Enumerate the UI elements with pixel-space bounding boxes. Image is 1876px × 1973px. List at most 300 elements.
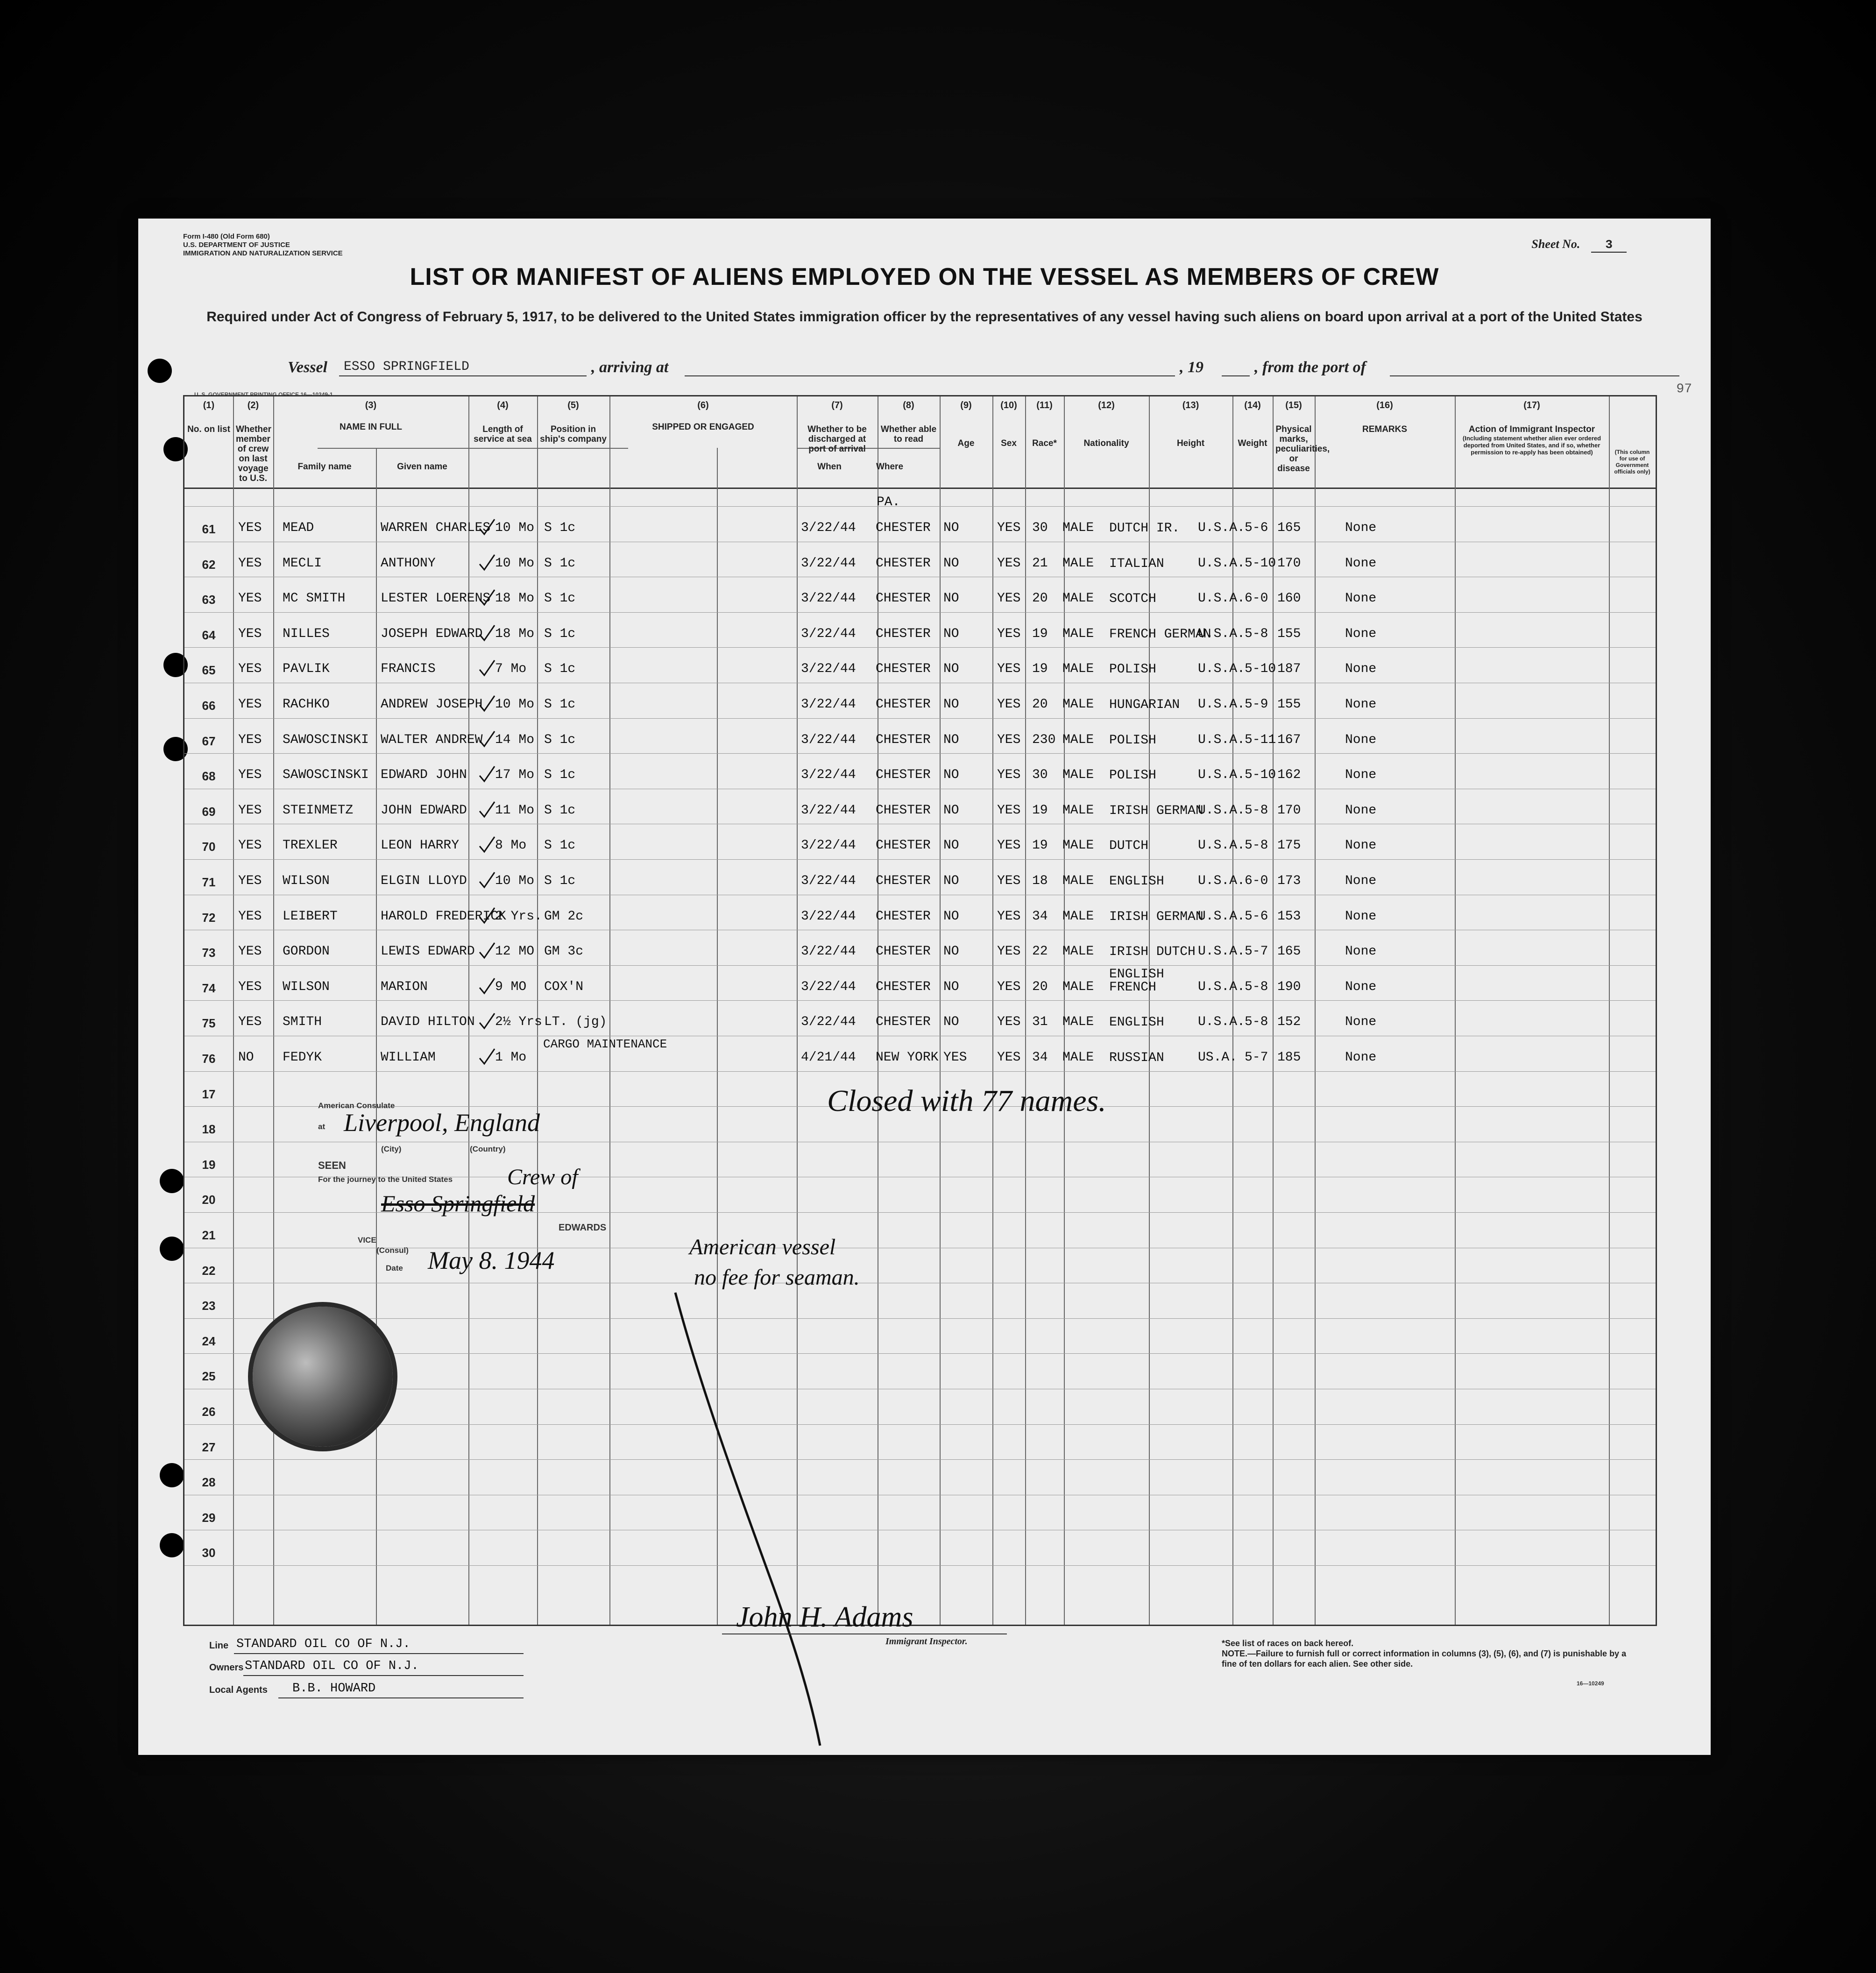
cell-height: 5-7 bbox=[1245, 944, 1268, 959]
cell-marks: None bbox=[1345, 980, 1377, 994]
from-port-underline bbox=[1390, 375, 1679, 376]
checkmark-icon bbox=[478, 942, 496, 961]
column-number: (14) bbox=[1244, 400, 1261, 410]
cell-service: 12 MO bbox=[495, 944, 535, 959]
sheet-label: Sheet No. bbox=[1531, 237, 1580, 251]
cell-race: IRISH DUTCH bbox=[1109, 945, 1196, 959]
cell-prev: YES bbox=[238, 733, 262, 747]
cell-when: 3/22/44 bbox=[801, 556, 856, 571]
cell-marks: None bbox=[1345, 521, 1377, 535]
owners-label: Owners bbox=[209, 1662, 244, 1673]
cell-given: ANTHONY bbox=[381, 556, 436, 571]
punch-hole bbox=[160, 1169, 184, 1193]
remarks-note: (Including statement whether alien ever ordered deported from United States, and if so, whether permission to re-apply has been obtained) bbox=[1462, 435, 1601, 456]
cell-marks: None bbox=[1345, 697, 1377, 712]
row-number: 26 bbox=[202, 1405, 216, 1419]
cell-race: RUSSIAN bbox=[1109, 1051, 1164, 1065]
consulate-label: American Consulate bbox=[318, 1101, 395, 1110]
cell-weight: 162 bbox=[1277, 768, 1301, 782]
cell-given: HAROLD FREDERICK bbox=[381, 909, 506, 924]
cell-race: FRENCH GERMAN bbox=[1109, 627, 1211, 642]
column-number: (11) bbox=[1036, 400, 1053, 410]
column-number: (10) bbox=[1000, 400, 1017, 410]
cell-age: 230 bbox=[1032, 733, 1056, 747]
sheet-number bbox=[1531, 237, 1627, 252]
cell-discharged: NO bbox=[943, 733, 959, 747]
year-underline bbox=[1222, 375, 1250, 376]
column-title: Weight bbox=[1238, 438, 1267, 448]
cell-position: S 1c bbox=[544, 591, 576, 606]
cell-prev: YES bbox=[238, 874, 262, 888]
cell-race: POLISH bbox=[1109, 733, 1156, 748]
cell-when: 3/22/44 bbox=[801, 733, 856, 747]
cell-position: CARGO MAINTENANCE bbox=[543, 1037, 667, 1051]
column-rule bbox=[537, 396, 538, 1625]
vessel-underline bbox=[339, 375, 587, 376]
cell-age: 31 bbox=[1032, 1015, 1048, 1029]
cell-weight: 153 bbox=[1277, 909, 1301, 924]
row-number: 29 bbox=[202, 1511, 216, 1525]
column-title: Height bbox=[1176, 438, 1205, 448]
cell-prev: YES bbox=[238, 803, 262, 818]
column-rule bbox=[1315, 396, 1316, 1625]
cell-marks: None bbox=[1345, 768, 1377, 782]
cell-prev: NO bbox=[238, 1050, 254, 1065]
vessel-handwriting: Esso Springfield bbox=[381, 1190, 535, 1216]
checkmark-icon bbox=[478, 589, 496, 608]
cell-family: SMITH bbox=[283, 1015, 322, 1029]
cell-when: 3/22/44 bbox=[801, 697, 856, 712]
printing-office-code: U. S. GOVERNMENT PRINTING OFFICE 16—10249-1 bbox=[194, 391, 333, 398]
cell-service: 14 Mo bbox=[495, 733, 535, 747]
row-number: 70 bbox=[202, 840, 216, 854]
cell-nationality: U.S.A. bbox=[1198, 803, 1245, 818]
cell-family: MC SMITH bbox=[283, 591, 346, 606]
cell-race: POLISH bbox=[1109, 768, 1156, 783]
row-rule bbox=[184, 965, 1656, 966]
row-number: 68 bbox=[202, 769, 216, 783]
cell-position: S 1c bbox=[544, 803, 576, 818]
cell-where: CHESTER bbox=[876, 733, 931, 747]
cell-when: 3/22/44 bbox=[801, 662, 856, 676]
agents-underline bbox=[278, 1697, 524, 1698]
cell-given: ANDREW JOSEPH bbox=[381, 697, 483, 712]
cell-family: WILSON bbox=[283, 874, 330, 888]
row-number: 66 bbox=[202, 699, 216, 713]
cell-given: ELGIN LLOYD bbox=[381, 874, 467, 888]
place-header: PA. bbox=[877, 495, 900, 509]
cell-height: 5-11 bbox=[1245, 733, 1276, 747]
line-underline bbox=[234, 1653, 524, 1654]
cell-read: YES bbox=[997, 874, 1021, 888]
cell-family: NILLES bbox=[283, 627, 330, 641]
cell-position: S 1c bbox=[544, 697, 576, 712]
column-title: NAME IN FULL bbox=[339, 422, 403, 432]
cell-age: 21 bbox=[1032, 556, 1048, 571]
cell-race: IRISH GERMAN bbox=[1109, 910, 1203, 924]
cell-age: 19 bbox=[1032, 627, 1048, 641]
cell-prev: YES bbox=[238, 521, 262, 535]
row-rule bbox=[184, 718, 1656, 719]
cell-family: GORDON bbox=[283, 944, 330, 959]
cell-given: MARION bbox=[381, 980, 428, 994]
owners-underline bbox=[243, 1675, 524, 1676]
cell-height: 5-9 bbox=[1245, 697, 1268, 712]
family-name-subheader: Family name bbox=[297, 462, 352, 472]
cell-service: 8 Mo bbox=[495, 838, 527, 853]
column-number: (6) bbox=[697, 400, 709, 410]
corner-note: 97 bbox=[1676, 382, 1692, 396]
row-number: 30 bbox=[202, 1546, 216, 1560]
crew-of-handwriting: Crew of bbox=[507, 1165, 578, 1189]
vice-label: VICE bbox=[358, 1236, 376, 1245]
name-header-rule bbox=[318, 448, 628, 449]
row-number: 27 bbox=[202, 1440, 216, 1454]
column-title: Whether able to read bbox=[880, 424, 937, 444]
where-subheader: Where bbox=[876, 462, 904, 472]
column-number: (16) bbox=[1376, 400, 1393, 410]
cell-read: YES bbox=[997, 768, 1021, 782]
checkmark-icon bbox=[478, 1048, 496, 1067]
cell-prev: YES bbox=[238, 768, 262, 782]
cell-prev: YES bbox=[238, 909, 262, 924]
cell-where: CHESTER bbox=[876, 627, 931, 641]
cell-read: YES bbox=[997, 944, 1021, 959]
cell-prev: YES bbox=[238, 980, 262, 994]
cell-position: LT. (jg) bbox=[544, 1015, 607, 1029]
cell-weight: 165 bbox=[1277, 521, 1301, 535]
column-title: Age bbox=[957, 438, 975, 448]
cell-nationality: US.A. bbox=[1198, 1050, 1238, 1065]
cell-where: CHESTER bbox=[876, 803, 931, 818]
column-title: No. on list bbox=[187, 424, 230, 434]
cell-when: 3/22/44 bbox=[801, 838, 856, 853]
cell-read: YES bbox=[997, 591, 1021, 606]
cell-position: S 1c bbox=[544, 521, 576, 535]
page-title: LIST OR MANIFEST OF ALIENS EMPLOYED ON THE VESSEL AS MEMBERS OF CREW bbox=[410, 263, 1439, 290]
agents-label: Local Agents bbox=[209, 1685, 268, 1695]
cell-discharged: NO bbox=[943, 803, 959, 818]
from-port-label: , from the port of bbox=[1254, 359, 1366, 376]
cell-position: S 1c bbox=[544, 768, 576, 782]
cell-service: 11 Mo bbox=[495, 803, 535, 818]
cell-where: CHESTER bbox=[876, 768, 931, 782]
column-title: Length of service at sea bbox=[474, 424, 532, 444]
cell-service: 7 Mo bbox=[495, 662, 527, 676]
cell-where: CHESTER bbox=[876, 838, 931, 853]
crew-manifest-table bbox=[183, 395, 1657, 1626]
cell-family: LEIBERT bbox=[283, 909, 338, 924]
cell-nationality: U.S.A. bbox=[1198, 521, 1245, 535]
cell-height: 5-10 bbox=[1245, 662, 1276, 676]
cell-family: MEAD bbox=[283, 521, 314, 535]
row-rule bbox=[184, 1071, 1656, 1072]
cell-height: 5-6 bbox=[1245, 909, 1268, 924]
cell-sex: MALE bbox=[1062, 521, 1094, 535]
column-number: (9) bbox=[960, 400, 972, 410]
row-number: 63 bbox=[202, 593, 216, 607]
row-number: 76 bbox=[202, 1052, 216, 1066]
inspector-signature: John H. Adams bbox=[736, 1601, 913, 1633]
cell-weight: 190 bbox=[1277, 980, 1301, 994]
cell-discharged: NO bbox=[943, 662, 959, 676]
column-rule bbox=[273, 396, 274, 1625]
cell-nationality: U.S.A. bbox=[1198, 874, 1245, 888]
column-title: Whether to be discharged at port of arrival bbox=[807, 424, 867, 454]
cell-prev: YES bbox=[238, 627, 262, 641]
column-number: (5) bbox=[567, 400, 579, 410]
seen-label: SEEN bbox=[318, 1160, 346, 1171]
cell-nationality: U.S.A. bbox=[1198, 1015, 1245, 1029]
row-rule bbox=[184, 1424, 1656, 1425]
cell-nationality: U.S.A. bbox=[1198, 591, 1245, 606]
cell-age: 20 bbox=[1032, 697, 1048, 712]
cell-read: YES bbox=[997, 627, 1021, 641]
column-rule bbox=[1609, 396, 1610, 1625]
row-rule bbox=[184, 859, 1656, 860]
cell-sex: MALE bbox=[1062, 838, 1094, 853]
cell-given: LEWIS EDWARD bbox=[381, 944, 475, 959]
cell-service: 17 Mo bbox=[495, 768, 535, 782]
column-title: Whether member of crew on last voyage to U.S. bbox=[236, 424, 271, 483]
cell-where: NEW YORK bbox=[876, 1050, 939, 1065]
cell-race: ENGLISH bbox=[1109, 874, 1164, 889]
row-rule bbox=[184, 1353, 1656, 1354]
cell-marks: None bbox=[1345, 944, 1377, 959]
cell-marks: None bbox=[1345, 874, 1377, 888]
cell-weight: 165 bbox=[1277, 944, 1301, 959]
cell-when: 3/22/44 bbox=[801, 803, 856, 818]
row-number: 61 bbox=[202, 522, 216, 536]
cell-position: GM 3c bbox=[544, 944, 584, 959]
cell-read: YES bbox=[997, 803, 1021, 818]
when-subheader: When bbox=[817, 462, 842, 472]
arriving-underline bbox=[685, 375, 1175, 376]
footnotes bbox=[1222, 1638, 1642, 1669]
column-title: SHIPPED OR ENGAGED bbox=[652, 422, 754, 432]
vessel-line bbox=[288, 359, 1679, 377]
cell-where: CHESTER bbox=[876, 591, 931, 606]
consulate-at-label: at bbox=[318, 1122, 326, 1131]
cell-race: ENGLISH bbox=[1109, 1015, 1164, 1030]
cell-nationality: U.S.A. bbox=[1198, 627, 1245, 641]
row-number: 73 bbox=[202, 946, 216, 960]
checkmark-icon bbox=[478, 801, 496, 820]
journey-label: For the journey to the United States bbox=[318, 1175, 453, 1184]
cell-given: DAVID HILTON bbox=[381, 1015, 475, 1029]
punch-hole bbox=[160, 1463, 184, 1487]
row-rule bbox=[184, 1000, 1656, 1001]
cell-marks: None bbox=[1345, 909, 1377, 924]
cell-weight: 155 bbox=[1277, 697, 1301, 712]
closed-annotation: Closed with 77 names. bbox=[827, 1084, 1106, 1118]
row-number: 72 bbox=[202, 911, 216, 925]
cell-race: SCOTCH bbox=[1109, 592, 1156, 606]
cell-sex: MALE bbox=[1062, 1015, 1094, 1029]
cell-sex: MALE bbox=[1062, 874, 1094, 888]
cell-when: 3/22/44 bbox=[801, 874, 856, 888]
cell-discharged: NO bbox=[943, 944, 959, 959]
cell-weight: 155 bbox=[1277, 627, 1301, 641]
cell-sex: MALE bbox=[1062, 662, 1094, 676]
cell-given: FRANCIS bbox=[381, 662, 436, 676]
cell-when: 3/22/44 bbox=[801, 768, 856, 782]
row-number: 64 bbox=[202, 628, 216, 642]
cell-weight: 160 bbox=[1277, 591, 1301, 606]
row-number: 21 bbox=[202, 1228, 216, 1242]
cell-discharged: NO bbox=[943, 521, 959, 535]
cell-age: 22 bbox=[1032, 944, 1048, 959]
cell-given: JOHN EDWARD bbox=[381, 803, 467, 818]
cell-position: S 1c bbox=[544, 733, 576, 747]
checkmark-icon bbox=[478, 730, 496, 749]
cell-race: POLISH bbox=[1109, 662, 1156, 677]
service-name: IMMIGRATION AND NATURALIZATION SERVICE bbox=[183, 249, 343, 257]
cell-prev: YES bbox=[238, 556, 262, 571]
cell-prev: YES bbox=[238, 838, 262, 853]
cell-when: 3/22/44 bbox=[801, 909, 856, 924]
inspector-label: Immigrant Inspector. bbox=[885, 1636, 968, 1647]
punch-hole bbox=[160, 1237, 184, 1261]
row-number: 18 bbox=[202, 1122, 216, 1136]
row-number: 75 bbox=[202, 1016, 216, 1030]
cell-discharged: NO bbox=[943, 768, 959, 782]
cell-age: 20 bbox=[1032, 980, 1048, 994]
cell-nationality: U.S.A. bbox=[1198, 662, 1245, 676]
cell-discharged: NO bbox=[943, 909, 959, 924]
cell-discharged: NO bbox=[943, 1015, 959, 1029]
cell-height: 5-8 bbox=[1245, 980, 1268, 994]
cell-height: 5-7 bbox=[1245, 1050, 1268, 1065]
column-number: (8) bbox=[903, 400, 914, 410]
cell-service: 10 Mo bbox=[495, 874, 535, 888]
consul-name: EDWARDS bbox=[559, 1223, 607, 1233]
cell-height: 5-8 bbox=[1245, 838, 1268, 853]
row-number: 24 bbox=[202, 1334, 216, 1348]
cell-nationality: U.S.A. bbox=[1198, 697, 1245, 712]
cell-position: GM 2c bbox=[544, 909, 584, 924]
cell-nationality: U.S.A. bbox=[1198, 556, 1245, 571]
cell-sex: MALE bbox=[1062, 980, 1094, 994]
cell-position: COX'N bbox=[544, 980, 584, 994]
row-number: 20 bbox=[202, 1193, 216, 1207]
cell-age: 19 bbox=[1032, 662, 1048, 676]
cell-given: LESTER LOERENS bbox=[381, 591, 491, 606]
column-number: (17) bbox=[1523, 400, 1540, 410]
column-rule bbox=[1455, 396, 1456, 1625]
cell-service: 10 Mo bbox=[495, 556, 535, 571]
country-label: (Country) bbox=[470, 1145, 506, 1153]
cell-age: 34 bbox=[1032, 1050, 1048, 1065]
cell-weight: 167 bbox=[1277, 733, 1301, 747]
cell-family: MECLI bbox=[283, 556, 322, 571]
cell-age: 20 bbox=[1032, 591, 1048, 606]
checkmark-icon bbox=[478, 907, 496, 926]
cell-marks: None bbox=[1345, 627, 1377, 641]
cell-weight: 185 bbox=[1277, 1050, 1301, 1065]
date-label: Date bbox=[386, 1264, 403, 1273]
cell-race: IRISH GERMAN bbox=[1109, 804, 1203, 818]
cell-position: S 1c bbox=[544, 662, 576, 676]
line-value: STANDARD OIL CO OF N.J. bbox=[236, 1637, 411, 1651]
cell-nationality: U.S.A. bbox=[1198, 733, 1245, 747]
cell-height: 5-8 bbox=[1245, 627, 1268, 641]
checkmark-icon bbox=[478, 1012, 496, 1031]
header-divider bbox=[184, 488, 1656, 489]
no-fee-note: no fee for seaman. bbox=[694, 1265, 860, 1290]
row-rule bbox=[184, 506, 1656, 507]
cell-where: CHESTER bbox=[876, 662, 931, 676]
department-name: U.S. DEPARTMENT OF JUSTICE bbox=[183, 241, 290, 249]
checkmark-icon bbox=[478, 659, 496, 678]
cell-sex: MALE bbox=[1062, 944, 1094, 959]
agents-value: B.B. HOWARD bbox=[292, 1682, 376, 1696]
consul-date: May 8. 1944 bbox=[428, 1246, 555, 1274]
action-note: (This column for use of Government officials only) bbox=[1614, 449, 1650, 475]
cell-given: EDWARD JOHN bbox=[381, 768, 467, 782]
checkmark-icon bbox=[478, 695, 496, 714]
column-rule bbox=[940, 396, 941, 1625]
cell-position: S 1c bbox=[544, 874, 576, 888]
row-number: 22 bbox=[202, 1264, 216, 1278]
cell-weight: 187 bbox=[1277, 662, 1301, 676]
cell-position: S 1c bbox=[544, 627, 576, 641]
cell-height: 5-8 bbox=[1245, 1015, 1268, 1029]
row-rule bbox=[184, 1459, 1656, 1460]
column-number: (15) bbox=[1285, 400, 1302, 410]
cell-race: DUTCH bbox=[1109, 839, 1149, 853]
column-rule bbox=[1064, 396, 1065, 1625]
cell-where: CHESTER bbox=[876, 521, 931, 535]
row-number: 65 bbox=[202, 663, 216, 677]
cell-where: CHESTER bbox=[876, 944, 931, 959]
cell-weight: 152 bbox=[1277, 1015, 1301, 1029]
cell-given: WARREN CHARLES bbox=[381, 521, 491, 535]
cell-height: 5-8 bbox=[1245, 803, 1268, 818]
cell-service: 10 Mo bbox=[495, 521, 535, 535]
cell-height: 5-10 bbox=[1245, 768, 1276, 782]
cell-family: PAVLIK bbox=[283, 662, 330, 676]
cell-service: 2 Yrs. bbox=[495, 909, 542, 924]
cell-sex: MALE bbox=[1062, 627, 1094, 641]
cell-when: 4/21/44 bbox=[801, 1050, 856, 1065]
vessel-name: ESSO SPRINGFIELD bbox=[344, 360, 469, 374]
column-rule bbox=[1025, 396, 1026, 1625]
form-code: 16—10249 bbox=[1577, 1680, 1604, 1687]
cell-weight: 173 bbox=[1277, 874, 1301, 888]
owners-value: STANDARD OIL CO OF N.J. bbox=[245, 1659, 419, 1673]
cell-read: YES bbox=[997, 909, 1021, 924]
cell-marks: None bbox=[1345, 591, 1377, 606]
column-number: (13) bbox=[1182, 400, 1199, 410]
consul-label: (Consul) bbox=[376, 1246, 409, 1255]
cell-sex: MALE bbox=[1062, 909, 1094, 924]
cell-family: RACHKO bbox=[283, 697, 330, 712]
cell-service: 9 MO bbox=[495, 980, 527, 994]
column-number: (1) bbox=[203, 400, 215, 410]
cell-where: CHESTER bbox=[876, 556, 931, 571]
cell-height: 5-6 bbox=[1245, 521, 1268, 535]
cell-given: JOSEPH EDWARD bbox=[381, 627, 483, 641]
checkmark-icon bbox=[478, 554, 496, 573]
cell-nationality: U.S.A. bbox=[1198, 944, 1245, 959]
cell-service: 1 Mo bbox=[495, 1050, 527, 1065]
cell-discharged: YES bbox=[943, 1050, 967, 1065]
cell-sex: MALE bbox=[1062, 1050, 1094, 1065]
cell-prev: YES bbox=[238, 662, 262, 676]
cell-age: 19 bbox=[1032, 838, 1048, 853]
cell-when: 3/22/44 bbox=[801, 521, 856, 535]
